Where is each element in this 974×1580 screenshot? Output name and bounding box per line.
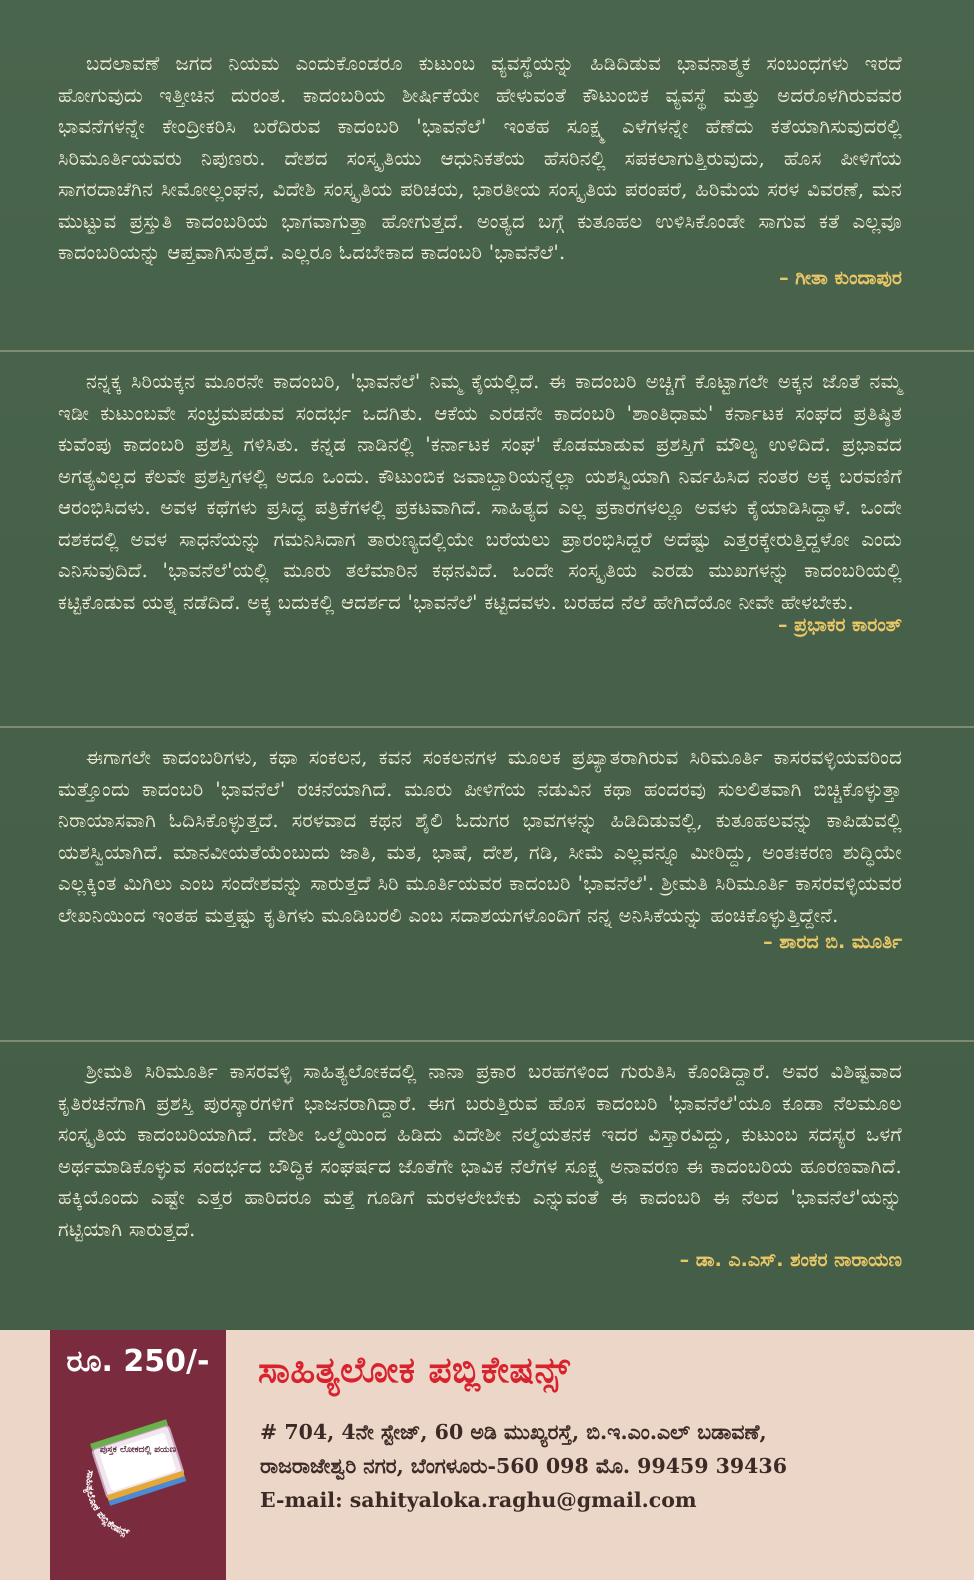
section-divider	[0, 350, 974, 352]
email-line: E-mail: sahityaloka.raghu@gmail.com	[260, 1488, 697, 1512]
review-author: – ಪ್ರಭಾಕರ ಕಾರಂತ್	[778, 614, 902, 636]
address-line-1: # 704, 4ನೇ ಸ್ಟೇಜ್, 60 ಅಡಿ ಮುಖ್ಯರಸ್ತೆ, ಬಿ.ಇ.ಎಂ.ಎಲ್ ಬಡಾವಣೆ,	[260, 1420, 767, 1444]
publisher-name: ಸಾಹಿತ್ಯಲೋಕ ಪಬ್ಲಿಕೇಷನ್ಸ್	[258, 1350, 571, 1391]
review-1	[0, 48, 974, 289]
review-text: ಶ್ರೀಮತಿ ಸಿರಿಮೂರ್ತಿ ಕಾಸರವಳ್ಳಿ ಸಾಹಿತ್ಯಲೋಕದಲ್ಲಿ ನಾನಾ ಪ್ರಕಾರ ಬರಹಗಳಿಂದ ಗುರುತಿಸಿ ಕೊಂಡಿದ್ದಾರೆ. ಅವರ ವಿಶಿಷ್ಟವಾದ ಕೃತಿರಚನೆಗಾಗಿ ಪ್ರಶಸ್ತಿ ಪುರಸ್ಕಾರಗಳಿಗೆ ಭಾಜನರಾಗಿದ್ದಾರೆ. ಈಗ ಬರುತ್ತಿರುವ ಹೊಸ ಕಾದಂಬರಿ 'ಭಾವನೆಲೆ'ಯೂ ಕೂಡಾ ನೆಲಮೂಲ ಸಂಸ್ಕೃತಿಯ ಕಾದಂಬರಿಯಾಗಿದೆ. ದೇಶೀ ಒಲ್ಮೆಯಿಂದ ಹಿಡಿದು ವಿದೇಶೀ ನಲ್ಮೆಯತನಕ ಇದರ ವಿಸ್ತಾರವಿದ್ದು, ಕುಟುಂಬ ಸದಸ್ಯರ ಒಳಗೆ ಅರ್ಥಮಾಡಿಕೊಳ್ಳುವ ಸಂದರ್ಭದ ಬೌದ್ಧಿಕ ಸಂಘರ್ಷದ ಜೊತೆಗೇ ಭಾವಿಕ ನೆಲೆಗಳ ಸೂಕ್ಷ್ಮ ಅನಾವರಣ ಈ ಕಾದಂಬರಿಯ ಹೂರಣವಾಗಿದೆ. ಹಕ್ಕಿಯೊಂದು ಎಷ್ಟೇ ಎತ್ತರ ಹಾರಿದರೂ ಮತ್ತೆ ಗೂಡಿಗೆ ಮರಳಲೇಬೇಕು ಎನ್ನುವಂತೆ ಈ ಕಾದಂಬರಿ ಈ ನೆಲದ 'ಭಾವನೆಲೆ'ಯನ್ನು ಗಟ್ಟಿಯಾಗಿ ಸಾರುತ್ತದೆ.	[58, 1060, 902, 1241]
publisher-footer	[0, 1330, 974, 1580]
price-box	[50, 1330, 226, 1580]
review-3	[0, 742, 974, 953]
price-label: ರೂ. 250/-	[66, 1344, 210, 1379]
review-4	[0, 1056, 974, 1271]
logo-top-text: ಪುಸ್ತಕ ಲೋಕದಲ್ಲಿ ಪಯಣ	[99, 1445, 177, 1455]
review-text: ಈಗಾಗಲೇ ಕಾದಂಬರಿಗಳು, ಕಥಾ ಸಂಕಲನ, ಕವನ ಸಂಕಲನಗಳ ಮೂಲಕ ಪ್ರಖ್ಯಾತರಾಗಿರುವ ಸಿರಿಮೂರ್ತಿ ಕಾಸರವಳ್ಳಿಯವರಿಂದ ಮತ್ತೊಂದು ಕಾದಂಬರಿ 'ಭಾವನೆಲೆ' ರಚನೆಯಾಗಿದೆ. ಮೂರು ಪೀಳಿಗೆಯ ನಡುವಿನ ಕಥಾ ಹಂದರವು ಸುಲಲಿತವಾಗಿ ಬಿಚ್ಚಿಕೊಳ್ಳುತ್ತಾ ನಿರಾಯಾಸವಾಗಿ ಓದಿಸಿಕೊಳ್ಳುತ್ತದೆ. ಸರಳವಾದ ಕಥನ ಶೈಲಿ ಓದುಗರ ಭಾವಗಳನ್ನು ಹಿಡಿದಿಡುವಲ್ಲಿ, ಕುತೂಹಲವನ್ನು ಕಾಪಿಡುವಲ್ಲಿ ಯಶಸ್ವಿಯಾಗಿದೆ. ಮಾನವೀಯತೆಯೆಂಬುದು ಜಾತಿ, ಮತ, ಭಾಷೆ, ದೇಶ, ಗಡಿ, ಸೀಮೆ ಎಲ್ಲವನ್ನೂ ಮೀರಿದ್ದು, ಅಂತಃಕರಣ ಶುದ್ಧಿಯೇ ಎಲ್ಲಕ್ಕಿಂತ ಮಿಗಿಲು ಎಂಬ ಸಂದೇಶವನ್ನು ಸಾರುತ್ತದೆ ಸಿರಿ ಮೂರ್ತಿಯವರ ಕಾದಂಬರಿ 'ಭಾವನೆಲೆ'. ಶ್ರೀಮತಿ ಸಿರಿಮೂರ್ತಿ ಕಾಸರವಳ್ಳಿಯವರ ಲೇಖನಿಯಿಂದ ಇಂತಹ ಮತ್ತಷ್ಟು ಕೃತಿಗಳು ಮೂಡಿಬರಲಿ ಎಂಬ ಸದಾಶಯಗಳೊಂದಿಗೆ ನನ್ನ ಅನಿಸಿಕೆಯನ್ನು ಹಂಚಿಕೊಳ್ಳುತ್ತಿದ್ದೇನೆ.	[58, 746, 902, 927]
review-author: – ಗೀತಾ ಕುಂದಾಪುರ	[779, 266, 902, 289]
review-author: – ಡಾ. ಎ.ಎಸ್. ಶಂಕರ ನಾರಾಯಣ	[679, 1249, 902, 1271]
section-divider	[0, 726, 974, 728]
section-divider	[0, 1040, 974, 1042]
review-text: ಬದಲಾವಣೆ ಜಗದ ನಿಯಮ ಎಂದುಕೊಂಡರೂ ಕುಟುಂಬ ವ್ಯವಸ್ಥೆಯನ್ನು ಹಿಡಿದಿಡುವ ಭಾವನಾತ್ಮಕ ಸಂಬಂಧಗಳು ಇರದೆ ಹೋಗುವುದು ಇತ್ತೀಚಿನ ದುರಂತ. ಕಾದಂಬರಿಯ ಶೀರ್ಷಿಕೆಯೇ ಹೇಳುವಂತೆ ಕೌಟುಂಬಿಕ ವ್ಯವಸ್ಥೆ ಮತ್ತು ಅದರೊಳಗಿರುವವರ ಭಾವನೆಗಳನ್ನೇ ಕೇಂದ್ರೀಕರಿಸಿ ಬರೆದಿರುವ ಕಾದಂಬರಿ 'ಭಾವನೆಲೆ' ಇಂತಹ ಸೂಕ್ಷ್ಮ ಎಳೆಗಳನ್ನೇ ಹೆಣೆದು ಕತೆಯಾಗಿಸುವುದರಲ್ಲಿ ಸಿರಿಮೂರ್ತಿಯವರು ನಿಪುಣರು. ದೇಶದ ಸಂಸ್ಕೃತಿಯು ಆಧುನಿಕತೆಯ ಹೆಸರಿನಲ್ಲಿ ಸಪಕಲಾಗುತ್ತಿರುವುದು, ಹೊಸ ಪೀಳಿಗೆಯ ಸಾಗರದಾಚೆಗಿನ ಸೀಮೋಲ್ಲಂಘನ, ವಿದೇಶಿ ಸಂಸ್ಕೃತಿಯ ಪರಿಚಯ, ಭಾರತೀಯ ಸಂಸ್ಕೃತಿಯ ಪರಂಪರೆ, ಹಿರಿಮೆಯ ಸರಳ ವಿವರಣೆ, ಮನ ಮುಟ್ಟುವ ಪ್ರಸ್ತುತಿ ಕಾದಂಬರಿಯ ಭಾಗವಾಗುತ್ತಾ ಹೋಗುತ್ತದೆ. ಅಂತ್ಯದ ಬಗ್ಗೆ ಕುತೂಹಲ ಉಳಿಸಿಕೊಂಡೇ ಸಾಗುವ ಕತೆ ಎಲ್ಲವೂ ಕಾದಂಬರಿಯನ್ನು ಆಪ್ತವಾಗಿಸುತ್ತದೆ. ಎಲ್ಲರೂ ಓದಬೇಕಾದ ಕಾದಂಬರಿ 'ಭಾವನೆಲೆ'.	[58, 52, 902, 264]
review-2	[0, 366, 974, 636]
review-author: – ಶಾರದ ಬಿ. ಮೂರ್ತಿ	[763, 931, 902, 953]
publisher-logo	[68, 1400, 208, 1550]
logo-ring-text: ಸಾಹಿತ್ಯಲೋಕ ಪಬ್ಲಿಕೇಷನ್ಸ್	[83, 1469, 131, 1539]
address-line-2: ರಾಜರಾಜೇಶ್ವರಿ ನಗರ, ಬೆಂಗಳೂರು-560 098 ಮೊ. 99459 39436	[260, 1454, 787, 1478]
review-text: ನನ್ನಕ್ಕ ಸಿರಿಯಕ್ಕನ ಮೂರನೇ ಕಾದಂಬರಿ, 'ಭಾವನೆಲೆ' ನಿಮ್ಮ ಕೈಯಲ್ಲಿದೆ. ಈ ಕಾದಂಬರಿ ಅಚ್ಚಿಗೆ ಕೊಟ್ಟಾಗಲೇ ಅಕ್ಕನ ಜೊತೆ ನಮ್ಮ ಇಡೀ ಕುಟುಂಬವೇ ಸಂಭ್ರಮಪಡುವ ಸಂದರ್ಭ ಒದಗಿತು. ಆಕೆಯ ಎರಡನೇ ಕಾದಂಬರಿ 'ಶಾಂತಿಧಾಮ' ಕರ್ನಾಟಕ ಸಂಘದ ಪ್ರತಿಷ್ಠಿತ ಕುವೆಂಪು ಕಾದಂಬರಿ ಪ್ರಶಸ್ತಿ ಗಳಿಸಿತು. ಕನ್ನಡ ನಾಡಿನಲ್ಲಿ 'ಕರ್ನಾಟಕ ಸಂಘ' ಕೊಡಮಾಡುವ ಪ್ರಶಸ್ತಿಗೆ ಮೌಲ್ಯ ಉಳಿದಿದೆ. ಪ್ರಭಾವದ ಅಗತ್ಯವಿಲ್ಲದ ಕೆಲವೇ ಪ್ರಶಸ್ತಿಗಳಲ್ಲಿ ಅದೂ ಒಂದು. ಕೌಟುಂಬಿಕ ಜವಾಬ್ದಾರಿಯನ್ನೆಲ್ಲಾ ಯಶಸ್ವಿಯಾಗಿ ನಿರ್ವಹಿಸಿದ ನಂತರ ಅಕ್ಕ ಬರವಣಿಗೆ ಆರಂಭಿಸಿದಳು. ಅವಳ ಕಥೆಗಳು ಪ್ರಸಿದ್ಧ ಪತ್ರಿಕೆಗಳಲ್ಲಿ ಪ್ರಕಟವಾಗಿದೆ. ಸಾಹಿತ್ಯದ ಎಲ್ಲ ಪ್ರಕಾರಗಳಲ್ಲೂ ಅವಳು ಕೈಯಾಡಿಸಿದ್ದಾಳೆ. ಒಂದೇ ದಶಕದಲ್ಲಿ ಅವಳ ಸಾಧನೆಯನ್ನು ಗಮನಿಸಿದಾಗ ತಾರುಣ್ಯದಲ್ಲಿಯೇ ಬರೆಯಲು ಪ್ರಾರಂಭಿಸಿದ್ದರೆ ಅದೆಷ್ಟು ಎತ್ತರಕ್ಕೇರುತ್ತಿದ್ದಳೋ ಎಂದು ಎನಿಸುವುದಿದೆ. 'ಭಾವನೆಲೆ'ಯಲ್ಲಿ ಮೂರು ತಲೆಮಾರಿನ ಕಥನವಿದೆ. ಒಂದೇ ಸಂಸ್ಕೃತಿಯ ಎರಡು ಮುಖಗಳನ್ನು ಕಾದಂಬರಿಯಲ್ಲಿ ಕಟ್ಟಿಕೊಡುವ ಯತ್ನ ನಡೆದಿದೆ. ಅಕ್ಕ ಬದುಕಲ್ಲಿ ಆದರ್ಶದ 'ಭಾವನೆಲೆ' ಕಟ್ಟಿದವಳು. ಬರಹದ ನೆಲೆ ಹೇಗಿದೆಯೋ ನೀವೇ ಹೇಳಬೇಕು.	[58, 370, 902, 614]
